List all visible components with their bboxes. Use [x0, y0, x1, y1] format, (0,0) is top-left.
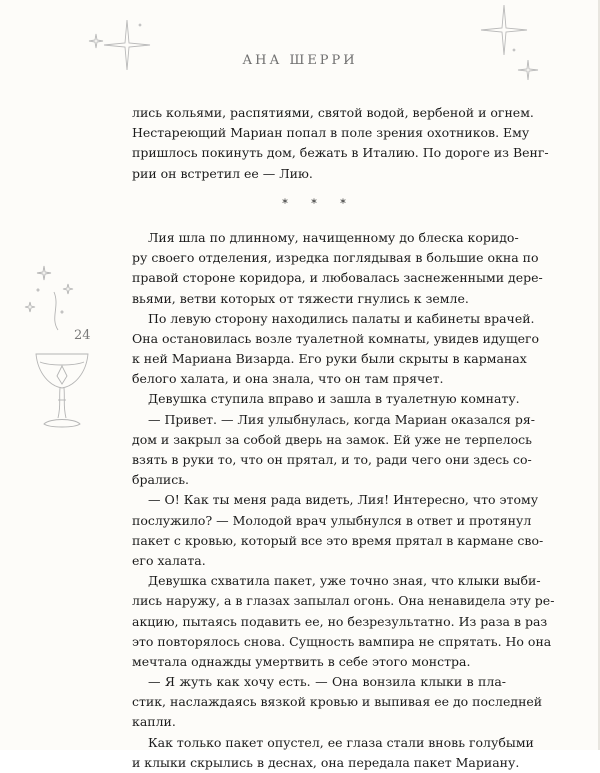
text-line: к ней Мариана Визарда. Его руки были скрыты в карманах: [132, 351, 527, 367]
text-line: — О! Как ты меня рада видеть, Лия! Интересно, что этому: [148, 492, 539, 508]
text-line: послужило? — Молодой врач улыбнулся в ответ и протянул: [132, 512, 532, 528]
text-line: Лия шла по длинному, начищенному до блеска коридо-: [148, 229, 519, 245]
text-line: лись кольями, распятиями, святой водой, вербеной и огнем.: [132, 105, 534, 120]
paragraph: [132, 410, 536, 491]
text-line: — Привет. — Лия улыбнулась, когда Мариан оказался ря-: [148, 411, 536, 427]
text-line: Девушка ступила вправо и зашла в туалетную комнату.: [148, 391, 520, 407]
text-line: вьями, ветви которых от тяжести гнулись к земле.: [132, 290, 469, 306]
text-line: По левую сторону находились палаты и кабинеты врачей.: [148, 310, 535, 326]
paragraph: [132, 389, 520, 409]
paragraph: [132, 309, 540, 390]
text-line: — Я жуть как хочу есть. — Она вонзила клыки в пла-: [148, 674, 506, 690]
text-line: это повторялось снова. Сущность вампира не спрятать. Но она: [132, 633, 552, 649]
section-separator: * * *: [282, 196, 356, 210]
paragraph: [132, 733, 534, 773]
text-line: капли.: [132, 714, 176, 730]
text-line: правой стороне коридора, и любовалась заснеженными дере-: [132, 270, 543, 286]
goblet-illustration-icon: [24, 262, 114, 432]
text-line: Нестареющий Мариан попал в поле зрения охотников. Ему: [132, 125, 530, 141]
text-line: рии он встретил ее — Лию.: [132, 165, 313, 181]
paragraph: [132, 571, 555, 672]
text-line: дом и закрыл за собой дверь на замок. Ей уже не терпелось: [132, 431, 532, 447]
text-line: Как только пакет опустел, ее глаза стали вновь голубыми: [148, 734, 534, 750]
paragraph: [132, 490, 544, 571]
page-number: 24: [74, 328, 91, 343]
text-line: Она остановилась возле туалетной комнаты, увидев идущего: [132, 330, 540, 346]
text-line: его халата.: [132, 552, 206, 568]
text-line: стик, наслаждаясь вязкой кровью и выпивая ее до последней: [132, 694, 543, 710]
text-line: брались.: [132, 472, 190, 488]
paragraph: [132, 103, 549, 184]
text-line: пакет с кровью, который все это время прятал в кармане сво-: [132, 532, 544, 548]
text-line: Девушка схватила пакет, уже точно зная, что клыки выби-: [148, 573, 541, 589]
running-header: АНА ШЕРРИ: [242, 53, 358, 68]
text-line: пришлось покинуть дом, бежать в Италию. По дороге из Венг-: [132, 145, 549, 161]
text-line: акцию, пытаясь подавить ее, но безрезультатно. Из раза в раз: [132, 613, 548, 629]
text-line: взять в руки то, что он прятал, и то, ради чего они здесь со-: [132, 452, 532, 467]
paragraph: [132, 228, 543, 309]
text-line: лись наружу, а в глазах запылал огонь. Она ненавидела эту ре-: [132, 593, 555, 609]
body-text: [132, 103, 555, 773]
text-line: и клыки скрылись в деснах, она передала пакет Мариану.: [132, 754, 520, 770]
text-line: белого халата, и она знала, что он там прячет.: [132, 371, 444, 387]
text-line: мечтала однажды умертвить в себе этого монстра.: [132, 653, 471, 669]
paragraph: [132, 672, 543, 733]
text-line: ру своего отделения, изредка поглядывая в большие окна по: [132, 250, 539, 266]
